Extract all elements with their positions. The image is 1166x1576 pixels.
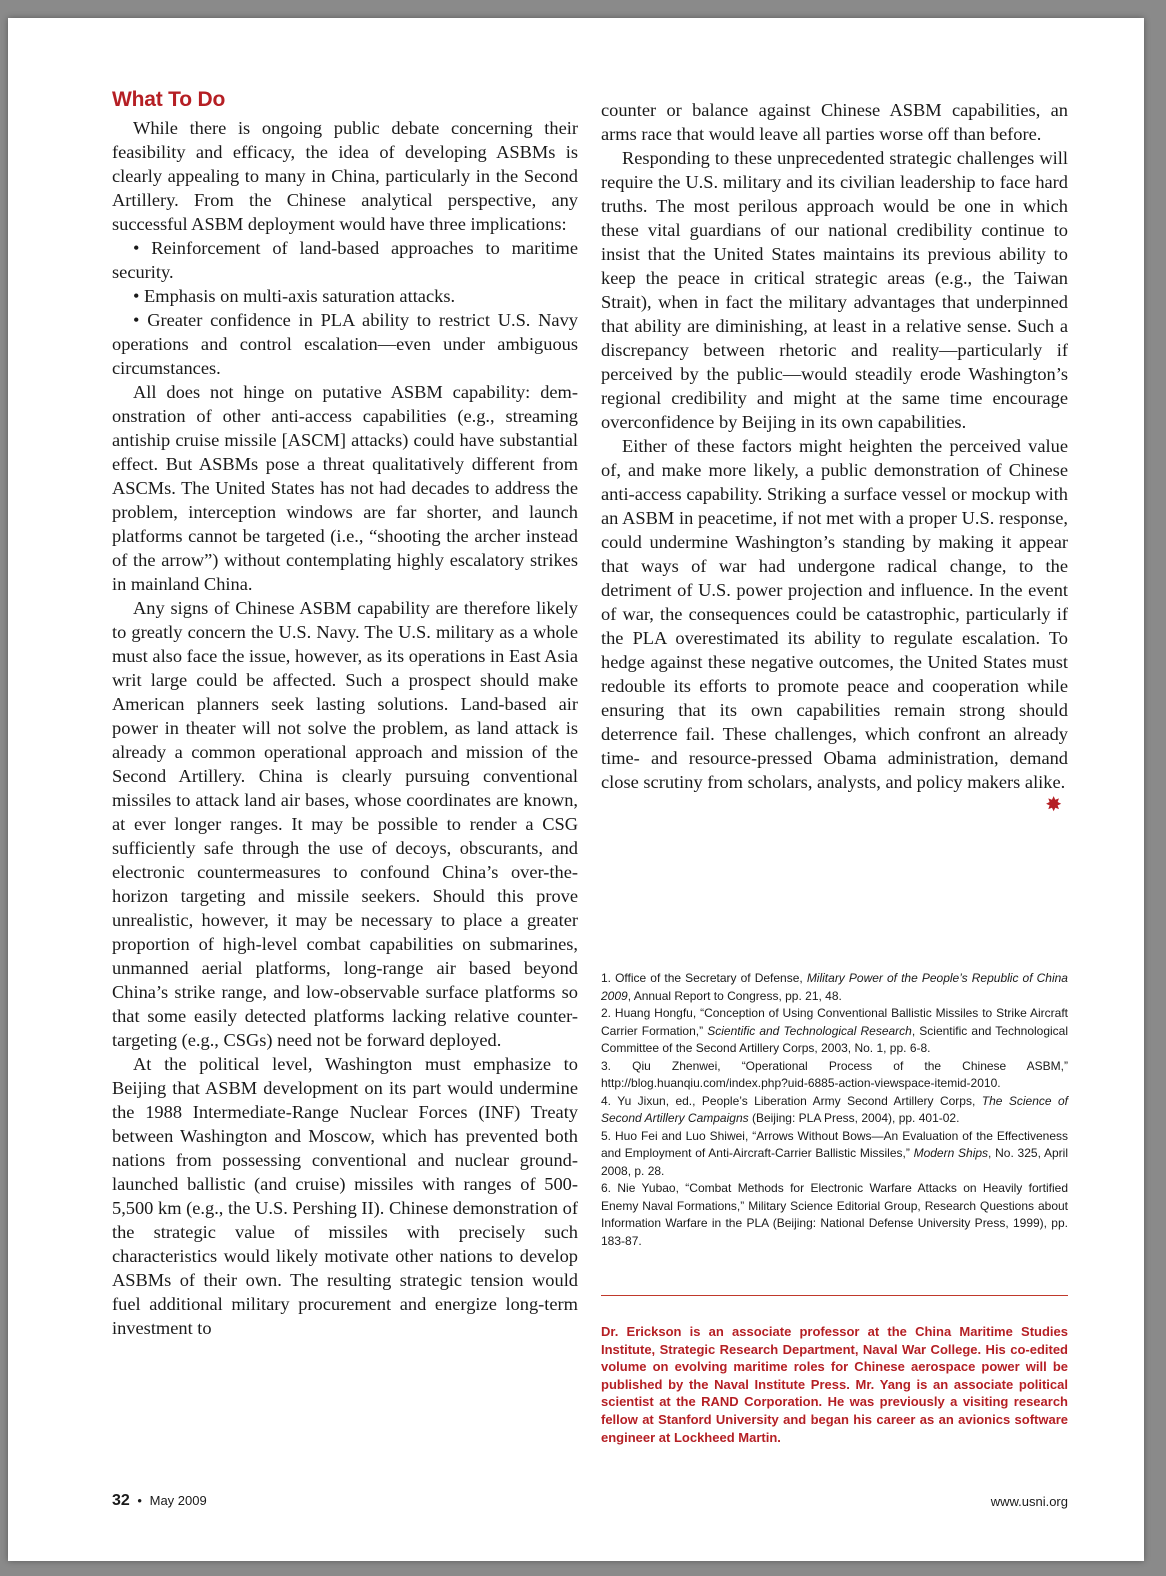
end-mark-icon: ✸ xyxy=(1045,792,1062,816)
page-footer-left xyxy=(112,1492,207,1510)
paragraph xyxy=(601,434,1068,816)
bullet-item: • Greater confidence in PLA ability to restrict U.S. Navy operations and control escalation—even under ambiguous circumstances. xyxy=(112,310,578,378)
magazine-page xyxy=(8,18,1144,1561)
bullet-item: • Reinforcement of land-based approaches to maritime security. xyxy=(112,238,578,282)
paragraph: While there is ongoing public debate concerning their feasibility and efficacy, the idea of developing ASBMs is clearly appealing to many in China, particularly in the Second Artillery. From the Chinese analytical perspective, any successful ASBM deployment would have three implications: xyxy=(112,118,578,234)
section-heading: What To Do xyxy=(112,88,226,111)
endnotes xyxy=(601,970,1068,1250)
author-bio: Dr. Erickson is an associate professor at the China Maritime Studies Institute, Strategic Research Department, Naval War College. His co-edited volume on evolving maritime roles for Chinese aerospace power will be published by the Naval Institute Press. Mr. Yang is an associate political scientist at the RAND Corporation. He was previously a visiting research fellow at Stanford University and began his career as an avionics software engineer at Lockheed Martin. xyxy=(601,1324,1068,1445)
endnote: 1. Office of the Secretary of Defense, Military Power of the People’s Republic of China 2009, Annual Report to Congress, pp. 21, 48. xyxy=(601,971,1068,1003)
footer-separator: • xyxy=(137,1493,142,1508)
site-url: www.usni.org xyxy=(990,1494,1068,1509)
paragraph: All does not hinge on putative ASBM capability: demonstration of other anti-access capabilities (e.g., streaming antiship cruise missile [ASCM] attacks) could have substantial effect. But ASBMs pose a threat qualitatively different from ASCMs. The United States has not had decades to address the problem, interception windows are far shorter, and launch platforms cannot be targeted (i.e., “shooting the archer instead of the arrow”) without contemplating highly escalatory strikes in mainland China. xyxy=(112,382,578,594)
endnote: 5. Huo Fei and Luo Shiwei, “Arrows Without Bows—An Evaluation of the Effectiveness and Employment of Anti-Aircraft-Carrier Ballistic Missiles,” Modern Ships, No. 325, April 2008, p. 28. xyxy=(601,1128,1069,1178)
page-number: 32 xyxy=(112,1492,130,1509)
issue-date: May 2009 xyxy=(149,1493,207,1508)
paragraph: Any signs of Chinese ASBM capability are therefore likely to greatly concern the U.S. Navy. The U.S. military as a whole must also face the issue, however, as its operations in East Asia writ large could be affected. Such a prospect should make American planners seek lasting solutions. Land-based air power in theater will not solve the problem, as land attack is already a common operational approach and mission of the Second Artillery. China is clearly pursuing conventional missiles to attack land air bases, whose coordinates are known, at ever longer ranges. It may be possible to render a CSG sufficiently safe through the use of decoys, obscurants, and electronic countermeasures to confound China’s over-the-horizon targeting and missile seekers. Should this prove unrealistic, however, it may be necessary to place a greater proportion of high-level combat capabilities on submarines, unmanned aerial platforms, long-range air based beyond China’s strike range, and low-observable surface platforms so that some easily detected platforms lacking relative counter-targeting (e.g., CSGs) need not be forward deployed. xyxy=(112,598,578,1050)
divider xyxy=(601,1295,1068,1296)
right-column xyxy=(601,98,1068,814)
paragraph: counter or balance against Chinese ASBM capabilities, an arms race that would leave all parties worse off than before. xyxy=(601,100,1068,144)
endnote: 2. Huang Hongfu, “Conception of Using Conventional Ballistic Missiles to Strike Aircraft Carrier Formation,” Scientific and Technological Research, Scientific and Technological Committee of the Second Artillery Corps, 2003, No. 1, pp. 6-8. xyxy=(601,1006,1069,1055)
endnote: 3. Qiu Zhenwei, “Operational Process of the Chinese ASBM,” http://blog.huanqiu.com/index.php?uid-6885-action-viewspace-itemid-2010. xyxy=(601,1058,1068,1090)
paragraph: At the political level, Washington must emphasize to Beijing that ASBM development on its part would undermine the 1988 Intermediate-Range Nuclear Forces (INF) Treaty between Washington and Moscow, which has prevented both nations from possessing conventional and nuclear ground-launched ballistic (and cruise) missiles with ranges of 500-5,500 km (e.g., the U.S. Pershing II). Chinese demonstration of the strategic value of missiles with precisely such characteristics would likely motivate other nations to develop ASBMs of their own. The resulting strategic tension would fuel additional military procurement and energize long-term investment to xyxy=(112,1054,578,1338)
endnote: 6. Nie Yubao, “Combat Methods for Electronic Warfare Attacks on Heavily fortified Enemy Naval Formations,” Military Science Editorial Group, Research Questions about Information Warfare in the PLA (Beijing: National Defense University Press, 1999), pp. 183-87. xyxy=(601,1181,1068,1248)
bullet-item: • Emphasis on multi-axis saturation attacks. xyxy=(133,286,456,306)
endnote: 4. Yu Jixun, ed., People’s Liberation Army Second Artillery Corps, The Science of Second Artillery Campaigns (Beijing: PLA Press, 2004), pp. 401-02. xyxy=(601,1093,1068,1125)
paragraph: Responding to these unprecedented strategic challenges will require the U.S. military and its civilian leadership to face hard truths. The most perilous approach would be one in which these vital guardians of our national credibility continue to insist that the United States maintains its previous ability to keep the peace in critical strategic areas (e.g., the Taiwan Strait), when in fact the military advantages that underpinned that ability are diminishing, at least in a relative sense. Such a discrepancy between rhetoric and reality—particularly if perceived by the public—would steadily erode Washington’s regional credibility and might at the same time encourage overconfidence by Beijing in its own capabilities. xyxy=(601,148,1068,432)
left-column xyxy=(112,86,578,1340)
paragraph-text: Either of these factors might heighten the perceived value of, and make more likely, a public demonstration of Chinese anti-access capability. Striking a surface vessel or mockup with an ASBM in peacetime, if not met with a proper U.S. response, could undermine Washington’s standing by making it appear that ways of war had undergone radical change, to the detriment of U.S. power projection and influence. In the event of war, the consequences could be catastrophic, particularly if the PLA overestimated its ability to regulate escalation. To hedge against these negative outcomes, the United States must redouble its efforts to promote peace and cooperation while ensuring that its own capabilities remain strong should deterrence fail. These challenges, which confront an already time- and resource-pressed Obama administration, demand close scrutiny from scholars, analysts, and policy makers alike. xyxy=(601,436,1068,792)
